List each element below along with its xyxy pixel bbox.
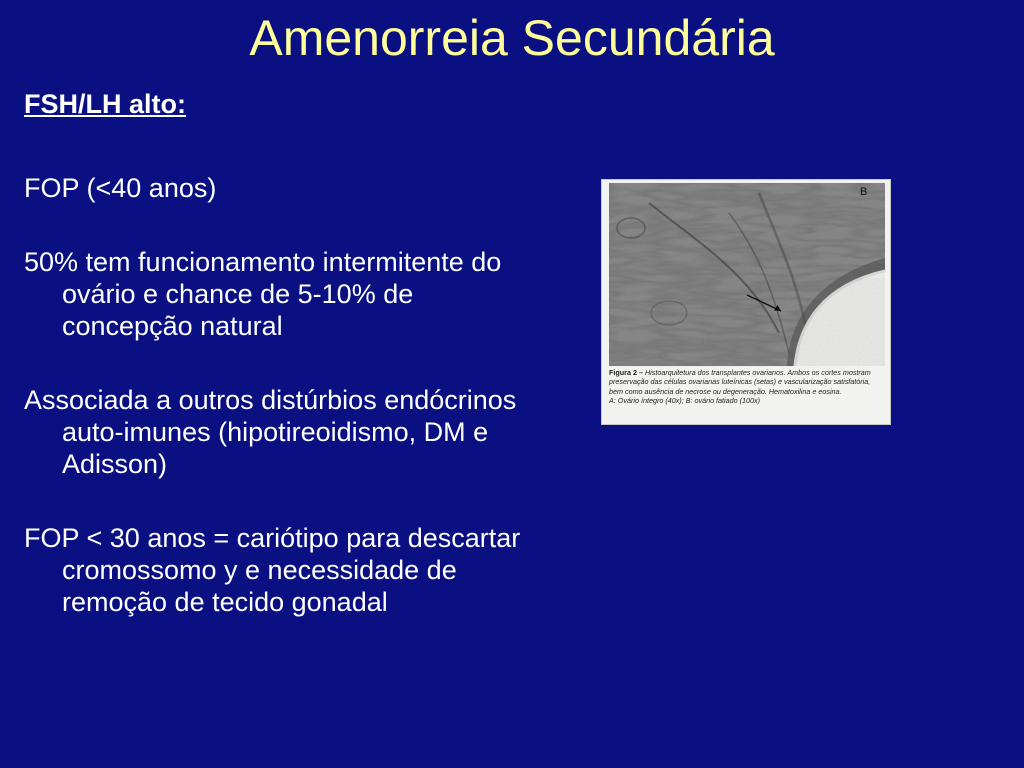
bullet-item: 50% tem funcionamento intermitente do ovário e chance de 5-10% de concepção natural	[24, 247, 502, 341]
histology-figure	[601, 179, 891, 425]
micrograph-image	[609, 183, 885, 366]
figure-caption	[609, 368, 885, 406]
bullet-item: FOP (<40 anos)	[24, 173, 217, 203]
section-heading: FSH/LH alto:	[24, 89, 186, 119]
caption-label: Figura 2 –	[609, 368, 643, 377]
slide-title: Amenorreia Secundária	[249, 10, 775, 66]
slide-content	[24, 88, 544, 618]
bullet-list	[24, 172, 544, 618]
caption-subtext: A: Ovário íntegro (40x); B: ovário fatiado (100x)	[609, 396, 761, 406]
bullet-item: FOP < 30 anos = cariótipo para descartar cromossomo y e necessidade de remoção de tecido gonadal	[24, 523, 521, 617]
bullet-item: Associada a outros distúrbios endócrinos auto-imunes (hipotireoidismo, DM e Adisson)	[24, 385, 517, 479]
caption-text: Histoarquitetura dos transplantes ovarianos. Ambos os cortes mostram preservação das células ovarianas luteínicas (setas) e vascularização satisfatória, bem como ausência de necrose ou degeneração. Hematoxilina e eosina.	[609, 368, 871, 396]
panel-letter: B	[860, 186, 868, 198]
